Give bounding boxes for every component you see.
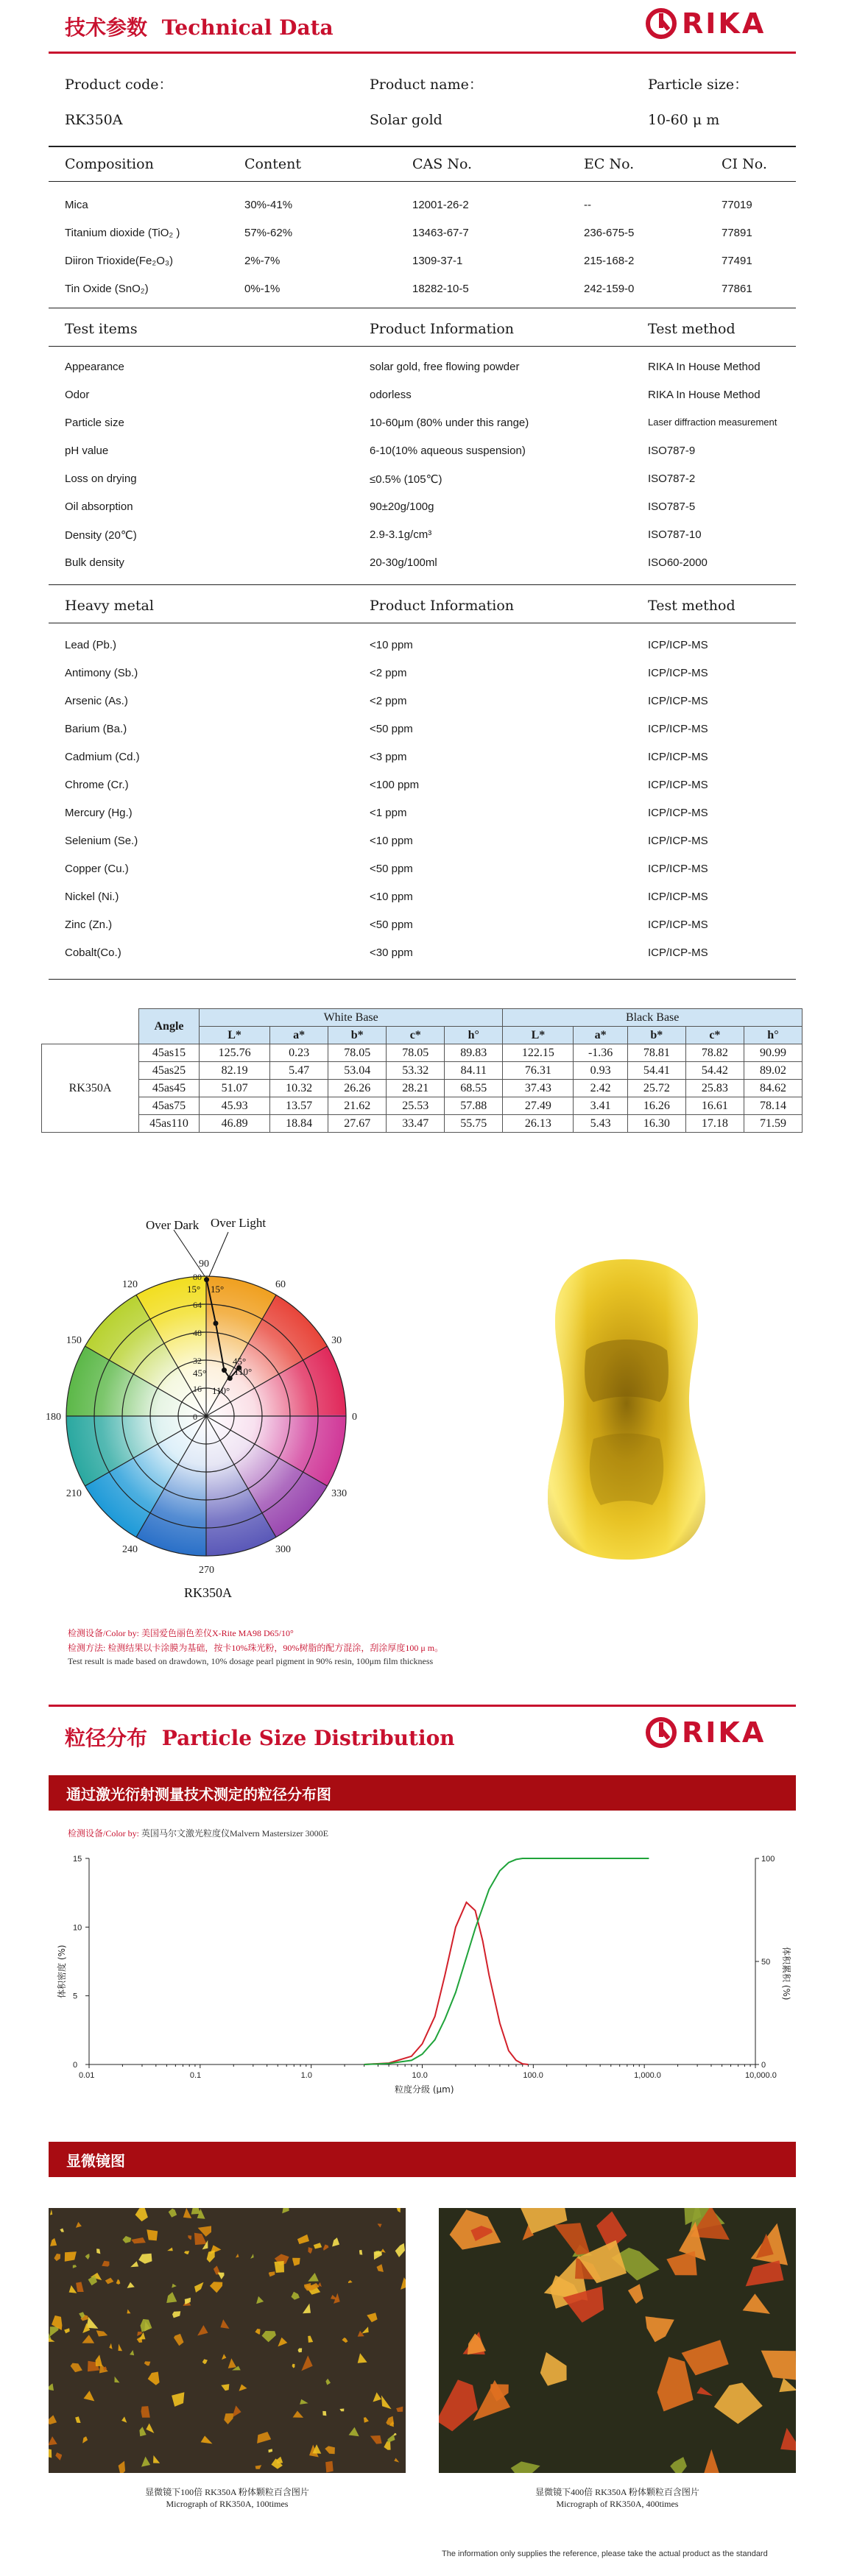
heavy-metal-cell: Zinc (Zn.): [65, 919, 113, 931]
test-items-header: Test items: [65, 321, 138, 337]
white-value-cell: 53.32: [387, 1062, 445, 1080]
test-item-cell: Odor: [65, 389, 90, 401]
color-data-table: [41, 1008, 803, 1133]
psd-title-en: Particle Size Distribution: [161, 1726, 455, 1750]
test-item-cell: Loss on drying: [65, 473, 137, 485]
black-value-cell: 0.93: [574, 1062, 627, 1080]
psd-title: [65, 1722, 455, 1752]
black-value-cell: 54.42: [685, 1062, 744, 1080]
white-value-cell: 51.07: [200, 1080, 270, 1097]
polar-radius-label: 32: [193, 1356, 202, 1366]
white-value-cell: 46.89: [200, 1115, 270, 1133]
test-info-cell: 20-30g/100ml: [370, 556, 437, 569]
polar-point-label: 15°: [187, 1284, 201, 1295]
color-col-header: h°: [744, 1027, 802, 1044]
composition-ec-cell: --: [584, 199, 591, 211]
black-value-cell: 122.15: [503, 1044, 574, 1062]
heavy-method-cell: ICP/ICP-MS: [648, 723, 708, 735]
heavy-metal-cell: Arsenic (As.): [65, 695, 128, 707]
color-col-header: c*: [685, 1027, 744, 1044]
composition-cas-cell: 18282-10-5: [412, 283, 469, 295]
heavy-info-cell: <100 ppm: [370, 779, 420, 791]
test-method-cell: RIKA In House Method: [648, 361, 761, 373]
heavy-metal-cell: Chrome (Cr.): [65, 779, 129, 791]
particle-size-value: 10-60 μ m: [648, 112, 720, 128]
white-value-cell: 84.11: [445, 1062, 503, 1080]
title-en: Technical Data: [161, 15, 334, 40]
polar-point-label: 15°: [211, 1284, 225, 1295]
white-value-cell: 0.23: [270, 1044, 328, 1062]
over-light-leader: [209, 1232, 228, 1276]
x-tick-label: 10.0: [412, 2071, 428, 2080]
test-item-cell: Particle size: [65, 417, 124, 429]
black-value-cell: 54.41: [627, 1062, 685, 1080]
x-tick-label: 10,000.0: [745, 2071, 777, 2080]
composition-name-cell: Tin Oxide (SnO₂): [65, 283, 149, 295]
black-value-cell: 90.99: [744, 1044, 802, 1062]
white-value-cell: 55.75: [445, 1115, 503, 1133]
polar-angle-label: 180: [46, 1412, 61, 1423]
brand-text-2: RIKA: [682, 1716, 766, 1749]
x-tick-label: 100.0: [523, 2071, 543, 2080]
product-code-label: Product code：: [65, 77, 173, 93]
micrograph-400x: [439, 2208, 796, 2473]
test-item-cell: Density (20℃): [65, 529, 137, 542]
composition-content-cell: 2%-7%: [244, 255, 281, 267]
composition-header: Composition: [65, 156, 154, 172]
table-row: [42, 1044, 803, 1062]
heavy-metal-cell: Mercury (Hg.): [65, 807, 133, 819]
test-info-cell: 6-10(10% aqueous suspension): [370, 445, 526, 457]
white-value-cell: 28.21: [387, 1080, 445, 1097]
y-tick-label: 15: [73, 1855, 82, 1864]
test-info-cell: 90±20g/100g: [370, 500, 434, 513]
black-value-cell: -1.36: [574, 1044, 627, 1062]
psd-chart: [49, 1844, 796, 2094]
polar-color-chart: [44, 1207, 383, 1612]
black-value-cell: 84.62: [744, 1080, 802, 1097]
polar-angle-label: 120: [122, 1278, 138, 1290]
polar-angle-label: 0: [352, 1412, 357, 1423]
heavy-method-cell: ICP/ICP-MS: [648, 891, 708, 903]
x-tick-label: 0.1: [189, 2071, 202, 2080]
heavy-method-cell: ICP/ICP-MS: [648, 751, 708, 763]
white-value-cell: 21.62: [328, 1097, 387, 1115]
white-value-cell: 68.55: [445, 1080, 503, 1097]
black-value-cell: 16.61: [685, 1097, 744, 1115]
test-method-cell: Laser diffraction measurement: [648, 417, 777, 428]
black-base-header: Black Base: [503, 1009, 803, 1027]
color-angle-cell: 45as45: [139, 1080, 200, 1097]
ci-header: CI No.: [722, 156, 767, 172]
black-value-cell: 76.31: [503, 1062, 574, 1080]
table-row: [42, 1080, 803, 1097]
heavy-metal-cell: Cadmium (Cd.): [65, 751, 140, 763]
white-value-cell: 78.05: [328, 1044, 387, 1062]
heavy-info-cell: <10 ppm: [370, 835, 413, 847]
polar-angle-label: 330: [331, 1488, 348, 1499]
x-tick-label: 1,000.0: [634, 2071, 661, 2080]
polar-radius-label: 48: [193, 1328, 202, 1338]
polar-angle-label: 150: [66, 1335, 82, 1346]
color-col-header: b*: [627, 1027, 685, 1044]
polar-point: [227, 1376, 233, 1381]
polar-angle-label: 90: [199, 1259, 209, 1270]
test-info-cell: 2.9-3.1g/cm³: [370, 528, 432, 541]
polar-radius-label: 0: [193, 1412, 197, 1422]
x-tick-label: 0.01: [79, 2071, 95, 2080]
micrograph-banner: 显微镜图: [49, 2142, 796, 2177]
polar-point-label: 45°: [193, 1367, 207, 1379]
x-tick-label: 1.0: [300, 2071, 312, 2080]
white-value-cell: 78.05: [387, 1044, 445, 1062]
test-method-cell: ISO787-5: [648, 500, 696, 513]
heavy-info-cell: <10 ppm: [370, 891, 413, 903]
particle-flake: [322, 2411, 326, 2416]
title-cn: 技术参数: [65, 15, 148, 40]
particle-flake: [49, 2449, 52, 2458]
heavy-metal-cell: Lead (Pb.): [65, 639, 117, 651]
heavy-metal-cell: Copper (Cu.): [65, 863, 129, 875]
test-method-cell: RIKA In House Method: [648, 389, 761, 401]
white-value-cell: 57.88: [445, 1097, 503, 1115]
composition-ec-cell: 215-168-2: [584, 255, 635, 267]
polar-radius-label: 16: [193, 1384, 202, 1394]
heavy-info-cell: <2 ppm: [370, 667, 407, 679]
color-col-header: b*: [328, 1027, 387, 1044]
heavy-method-cell: ICP/ICP-MS: [648, 807, 708, 819]
heavy-method-cell: ICP/ICP-MS: [648, 946, 708, 959]
color-angle-cell: 45as25: [139, 1062, 200, 1080]
test-info-cell: 10-60μm (80% under this range): [370, 417, 529, 429]
composition-ci-cell: 77019: [722, 199, 752, 211]
composition-cas-cell: 12001-26-2: [412, 199, 469, 211]
white-value-cell: 13.57: [270, 1097, 328, 1115]
polar-radius-label: 80: [193, 1272, 202, 1282]
composition-content-cell: 57%-62%: [244, 227, 293, 239]
heavy-info-header: Product Information: [370, 598, 515, 614]
heavy-method-header: Test method: [648, 598, 736, 614]
heavy-metal-cell: Cobalt(Co.): [65, 946, 121, 959]
test-method-cell: ISO787-9: [648, 445, 696, 457]
composition-content-cell: 0%-1%: [244, 283, 281, 295]
page-title: [65, 12, 334, 41]
rika-logo-icon: [645, 7, 677, 40]
product-code-value: RK350A: [65, 112, 123, 128]
black-value-cell: 25.72: [627, 1080, 685, 1097]
polar-angle-label: 30: [331, 1335, 342, 1346]
y-tick-label: 5: [73, 1992, 78, 2001]
heavy-info-cell: <10 ppm: [370, 639, 413, 651]
heavy-method-cell: ICP/ICP-MS: [648, 667, 708, 679]
polar-point-label: 110°: [234, 1366, 253, 1377]
black-value-cell: 2.42: [574, 1080, 627, 1097]
y2-tick-label: 50: [761, 1958, 771, 1967]
color-sample-panel: [542, 1255, 711, 1564]
polar-angle-label: 210: [66, 1488, 82, 1499]
rika-logo: [645, 7, 766, 40]
heavy-info-cell: <3 ppm: [370, 751, 407, 763]
product-name-value: Solar gold: [370, 112, 442, 128]
psd-device-note: 检测设备/Color by: 英国马尔文激光粒度仪Malvern Mastersizer 3000E: [68, 1828, 328, 1839]
product-info-header: Product Information: [370, 321, 515, 337]
black-value-cell: 16.26: [627, 1097, 685, 1115]
heavy-metal-cell: Barium (Ba.): [65, 723, 127, 735]
micrograph-100x: [49, 2208, 406, 2473]
white-value-cell: 10.32: [270, 1080, 328, 1097]
polar-point: [222, 1367, 227, 1373]
rika-logo-icon-2: [645, 1716, 677, 1749]
polar-point: [204, 1277, 209, 1282]
black-value-cell: 37.43: [503, 1080, 574, 1097]
y2-tick-label: 0: [761, 2061, 766, 2070]
color-col-header: L*: [200, 1027, 270, 1044]
black-value-cell: 89.02: [744, 1062, 802, 1080]
composition-cas-cell: 13463-67-7: [412, 227, 469, 239]
white-value-cell: 45.93: [200, 1097, 270, 1115]
test-item-cell: Bulk density: [65, 556, 124, 569]
heavy-method-cell: ICP/ICP-MS: [648, 835, 708, 847]
psd-y2label: 体积累积 (%): [781, 1947, 791, 2000]
table-row: [42, 1115, 803, 1133]
cas-header: CAS No.: [412, 156, 473, 172]
psd-ylabel: 体积密度 (%): [57, 1945, 67, 1998]
polar-point: [213, 1321, 218, 1326]
black-value-cell: 78.14: [744, 1097, 802, 1115]
heavy-method-cell: ICP/ICP-MS: [648, 863, 708, 875]
color-angle-cell: 45as110: [139, 1115, 200, 1133]
white-value-cell: 27.67: [328, 1115, 387, 1133]
test-info-cell: solar gold, free flowing powder: [370, 361, 520, 373]
polar-point-label: 110°: [212, 1385, 230, 1396]
polar-angle-label: 300: [275, 1544, 291, 1556]
table-row: [42, 1097, 803, 1115]
white-value-cell: 82.19: [200, 1062, 270, 1080]
polar-angle-label: 240: [122, 1544, 138, 1556]
color-col-header: a*: [270, 1027, 328, 1044]
particle-size-label: Particle size：: [648, 77, 749, 93]
test-item-cell: pH value: [65, 445, 109, 457]
black-value-cell: 17.18: [685, 1115, 744, 1133]
white-base-header: White Base: [200, 1009, 503, 1027]
heavy-info-cell: <30 ppm: [370, 946, 413, 959]
heavy-method-cell: ICP/ICP-MS: [648, 779, 708, 791]
test-method-header: Test method: [648, 321, 736, 337]
composition-ci-cell: 77891: [722, 227, 752, 239]
composition-name-cell: Mica: [65, 199, 88, 211]
color-col-header: a*: [574, 1027, 627, 1044]
micrograph-100x-caption: 显微镜下100倍 RK350A 粉体颗粒百含图片 Micrograph of RK350A, 100times: [145, 2487, 309, 2509]
black-value-cell: 71.59: [744, 1115, 802, 1133]
heavy-method-cell: ICP/ICP-MS: [648, 919, 708, 931]
white-value-cell: 89.83: [445, 1044, 503, 1062]
polar-product-label: RK350A: [184, 1585, 233, 1600]
micrograph-400x-caption: 显微镜下400倍 RK350A 粉体颗粒百含图片 Micrograph of RK350A, 400times: [535, 2487, 699, 2509]
color-col-header: h°: [445, 1027, 503, 1044]
white-value-cell: 33.47: [387, 1115, 445, 1133]
white-value-cell: 125.76: [200, 1044, 270, 1062]
black-value-cell: 78.82: [685, 1044, 744, 1062]
composition-content-cell: 30%-41%: [244, 199, 293, 211]
white-value-cell: 5.47: [270, 1062, 328, 1080]
composition-name-cell: Diiron Trioxide(Fe₂O₃): [65, 255, 173, 267]
test-method-cell: ISO787-2: [648, 473, 696, 485]
heavy-metal-header: Heavy metal: [65, 598, 154, 614]
color-angle-cell: 45as15: [139, 1044, 200, 1062]
footer-note: The information only supplies the reference, please take the actual product as the standard: [442, 2550, 768, 2558]
heavy-info-cell: <50 ppm: [370, 723, 413, 735]
white-value-cell: 25.53: [387, 1097, 445, 1115]
polar-point-label: 45°: [233, 1356, 247, 1367]
method-note-en: Test result is made based on drawdown, 10% dosage pearl pigment in 90% resin, 100μm film thickness: [68, 1656, 434, 1666]
table-row: [42, 1062, 803, 1080]
heavy-metal-cell: Antimony (Sb.): [65, 667, 138, 679]
over-light-label: Over Light: [211, 1216, 267, 1230]
psd-title-cn: 粒径分布: [65, 1726, 148, 1750]
color-angle-cell: 45as75: [139, 1097, 200, 1115]
composition-cas-cell: 1309-37-1: [412, 255, 463, 267]
test-method-cell: ISO787-10: [648, 528, 702, 541]
color-col-header: c*: [387, 1027, 445, 1044]
particle-flake: [275, 2261, 285, 2273]
color-by-note: 检测设备/Color by: 美国爱色丽色差仪X-Rite MA98 D65/10°: [68, 1628, 294, 1638]
heavy-info-cell: <1 ppm: [370, 807, 407, 819]
black-value-cell: 25.83: [685, 1080, 744, 1097]
heavy-metal-cell: Nickel (Ni.): [65, 891, 119, 903]
white-value-cell: 26.26: [328, 1080, 387, 1097]
polar-radius-label: 64: [193, 1300, 202, 1310]
y-tick-label: 10: [73, 1923, 82, 1933]
method-note: 检测方法: 检测结果以卡涂膜为基础，按卡10%珠光粉，90%树脂的配方混涂，刮涂厚度100 μ m。: [68, 1643, 444, 1653]
test-item-cell: Oil absorption: [65, 500, 133, 513]
density-series-line: [364, 1903, 529, 2064]
color-product-cell: RK350A: [42, 1044, 139, 1133]
polar-angle-label: 60: [275, 1278, 286, 1290]
y-tick-label: 0: [73, 2061, 78, 2070]
psd-banner: 通过激光衍射测量技术测定的粒径分布图: [49, 1775, 796, 1811]
over-dark-label: Over Dark: [146, 1218, 200, 1232]
rika-logo-2: [645, 1716, 766, 1749]
angle-header: Angle: [139, 1009, 200, 1044]
test-info-cell: odorless: [370, 389, 412, 401]
black-value-cell: 27.49: [503, 1097, 574, 1115]
y2-tick-label: 100: [761, 1855, 775, 1864]
white-value-cell: 18.84: [270, 1115, 328, 1133]
brand-text: RIKA: [682, 7, 766, 40]
polar-angle-label: 270: [199, 1565, 214, 1576]
heavy-info-cell: <2 ppm: [370, 695, 407, 707]
test-info-cell: ≤0.5% (105℃): [370, 473, 442, 486]
ec-header: EC No.: [584, 156, 635, 172]
black-value-cell: 78.81: [627, 1044, 685, 1062]
composition-ec-cell: 236-675-5: [584, 227, 635, 239]
black-value-cell: 26.13: [503, 1115, 574, 1133]
content-header: Content: [244, 156, 301, 172]
color-col-header: L*: [503, 1027, 574, 1044]
over-dark-leader: [174, 1230, 205, 1276]
white-value-cell: 53.04: [328, 1062, 387, 1080]
black-value-cell: 3.41: [574, 1097, 627, 1115]
composition-ci-cell: 77861: [722, 283, 752, 295]
heavy-info-cell: <50 ppm: [370, 919, 413, 931]
particle-flake: [325, 2461, 334, 2473]
test-item-cell: Appearance: [65, 361, 124, 373]
composition-ec-cell: 242-159-0: [584, 283, 635, 295]
black-value-cell: 16.30: [627, 1115, 685, 1133]
cumulative-series-line: [364, 1858, 649, 2064]
composition-ci-cell: 77491: [722, 255, 752, 267]
composition-name-cell: Titanium dioxide (TiO₂ ): [65, 227, 180, 239]
black-value-cell: 5.43: [574, 1115, 627, 1133]
psd-xlabel: 粒度分级 (μm): [395, 2084, 454, 2094]
heavy-method-cell: ICP/ICP-MS: [648, 695, 708, 707]
test-method-cell: ISO60-2000: [648, 556, 708, 569]
product-name-label: Product name：: [370, 77, 483, 93]
heavy-info-cell: <50 ppm: [370, 863, 413, 875]
heavy-method-cell: ICP/ICP-MS: [648, 639, 708, 651]
heavy-metal-cell: Selenium (Se.): [65, 835, 138, 847]
